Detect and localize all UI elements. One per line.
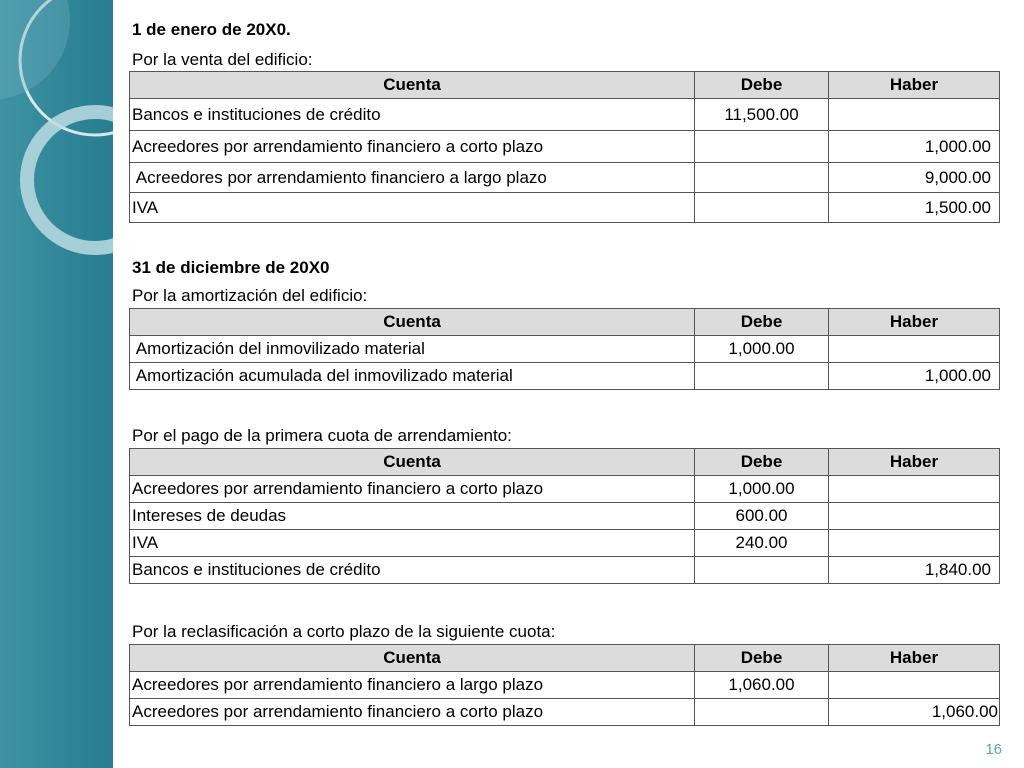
credit-cell: 1,000.00 — [829, 131, 1000, 163]
table-row — [130, 193, 1000, 223]
column-header-cuenta: Cuenta — [130, 72, 695, 99]
table-row — [130, 163, 1000, 193]
debit-cell: 240.00 — [695, 530, 829, 557]
account-cell: IVA — [130, 193, 695, 223]
account-cell: Acreedores por arrendamiento financiero a corto plazo — [130, 476, 695, 503]
account-cell: Acreedores por arrendamiento financiero a largo plazo — [130, 672, 695, 699]
debit-cell: 1,000.00 — [695, 476, 829, 503]
credit-cell: 1,500.00 — [829, 193, 1000, 223]
journal-table-sale — [129, 71, 1000, 223]
table-row — [130, 131, 1000, 163]
table-row — [130, 99, 1000, 131]
debit-cell: 11,500.00 — [695, 99, 829, 131]
account-cell: Acreedores por arrendamiento financiero a largo plazo — [130, 163, 695, 193]
credit-cell: 1,000.00 — [829, 363, 1000, 390]
table-row — [130, 476, 1000, 503]
debit-cell: 1,000.00 — [695, 336, 829, 363]
credit-cell — [829, 476, 1000, 503]
column-header-cuenta: Cuenta — [130, 645, 695, 672]
debit-cell — [695, 363, 829, 390]
table-row — [130, 530, 1000, 557]
debit-cell: 1,060.00 — [695, 672, 829, 699]
account-cell: Acreedores por arrendamiento financiero a corto plazo — [130, 699, 695, 726]
section-1-heading: 1 de enero de 20X0. — [132, 20, 291, 39]
account-cell: IVA — [130, 530, 695, 557]
table-row — [130, 503, 1000, 530]
credit-cell — [829, 530, 1000, 557]
account-cell: Bancos e instituciones de crédito — [130, 557, 695, 584]
decorative-sidebar — [0, 0, 113, 768]
column-header-haber: Haber — [829, 449, 1000, 476]
section-4-caption: Por la reclasificación a corto plazo de la siguiente cuota: — [132, 622, 556, 641]
debit-cell — [695, 163, 829, 193]
account-cell: Intereses de deudas — [130, 503, 695, 530]
column-header-cuenta: Cuenta — [130, 309, 695, 336]
column-header-cuenta: Cuenta — [130, 449, 695, 476]
account-cell: Amortización del inmovilizado material — [130, 336, 695, 363]
credit-cell — [829, 99, 1000, 131]
debit-cell: 600.00 — [695, 503, 829, 530]
table-row — [130, 336, 1000, 363]
account-cell: Amortización acumulada del inmovilizado material — [130, 363, 695, 390]
debit-cell — [695, 193, 829, 223]
debit-cell — [695, 557, 829, 584]
journal-table-amortization — [129, 308, 1000, 390]
column-header-debe: Debe — [695, 72, 829, 99]
credit-cell: 1,060.00 — [829, 699, 1000, 726]
credit-cell — [829, 503, 1000, 530]
column-header-haber: Haber — [829, 309, 1000, 336]
account-cell: Bancos e instituciones de crédito — [130, 99, 695, 131]
account-cell: Acreedores por arrendamiento financiero a corto plazo — [130, 131, 695, 163]
decorative-circles — [0, 0, 113, 768]
debit-cell — [695, 131, 829, 163]
table-row — [130, 672, 1000, 699]
credit-cell: 9,000.00 — [829, 163, 1000, 193]
column-header-haber: Haber — [829, 72, 1000, 99]
credit-cell: 1,840.00 — [829, 557, 1000, 584]
section-1-caption: Por la venta del edificio: — [132, 50, 313, 69]
debit-cell — [695, 699, 829, 726]
section-2-heading: 31 de diciembre de 20X0 — [132, 258, 330, 277]
credit-cell — [829, 336, 1000, 363]
journal-table-reclassification — [129, 644, 1000, 726]
page-number: 16 — [985, 741, 1002, 758]
table-row — [130, 699, 1000, 726]
column-header-debe: Debe — [695, 309, 829, 336]
table-row — [130, 363, 1000, 390]
credit-cell — [829, 672, 1000, 699]
journal-table-lease-payment — [129, 448, 1000, 584]
section-3-caption: Por el pago de la primera cuota de arrendamiento: — [132, 426, 512, 445]
column-header-debe: Debe — [695, 449, 829, 476]
column-header-haber: Haber — [829, 645, 1000, 672]
column-header-debe: Debe — [695, 645, 829, 672]
section-2-caption: Por la amortización del edificio: — [132, 286, 368, 305]
table-row — [130, 557, 1000, 584]
